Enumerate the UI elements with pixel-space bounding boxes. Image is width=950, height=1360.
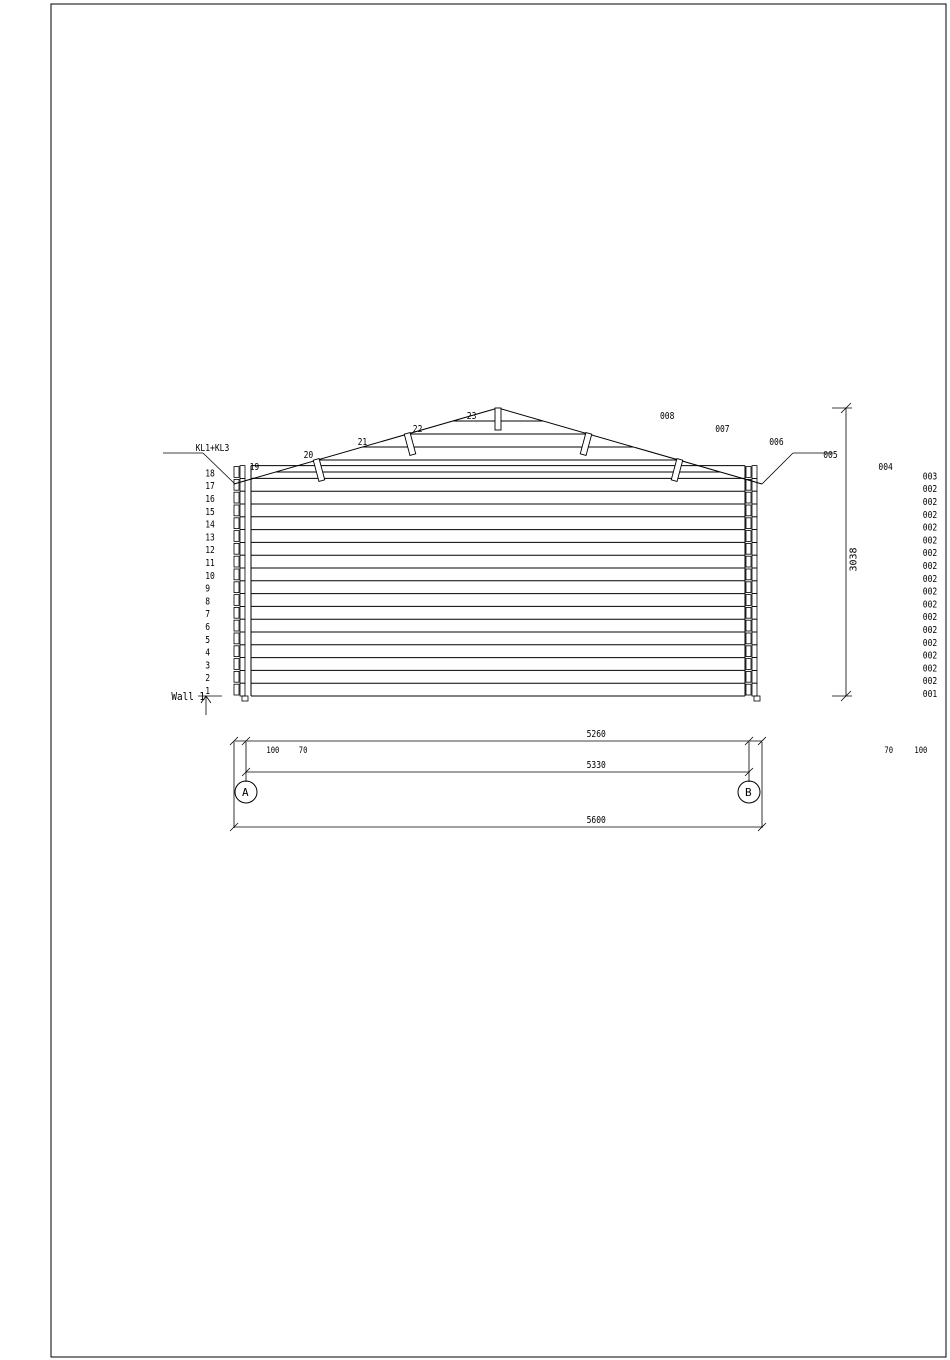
gable-number-left: 22 — [412, 424, 423, 436]
corner-log-end — [746, 505, 751, 516]
corner-log-end — [746, 646, 751, 657]
corner-log-end — [234, 479, 239, 490]
corner-log-end — [752, 466, 757, 479]
corner-log-end — [752, 632, 757, 645]
gable-number-left: 21 — [357, 437, 368, 449]
dim-right-outer: 100 — [914, 744, 928, 756]
purlin — [495, 408, 501, 430]
corner-log-end — [240, 632, 245, 645]
wall-logs — [251, 466, 745, 696]
corner-log-end — [240, 491, 245, 504]
log-number-left: 2 — [205, 673, 211, 685]
purlins — [313, 408, 682, 481]
corner-log-end — [746, 531, 751, 542]
log-code-right: 002 — [922, 650, 938, 662]
corner-log-end — [234, 646, 239, 657]
gable-number-left: 23 — [466, 411, 477, 423]
log-number-left: 13 — [205, 532, 215, 544]
dim-right-inner: 70 — [884, 744, 894, 756]
purlin — [404, 433, 415, 456]
log-number-left: 18 — [205, 468, 215, 480]
corner-log-end — [752, 658, 757, 671]
corner-log-end — [746, 467, 751, 478]
corner-log-end — [240, 555, 245, 568]
corner-log-end — [234, 492, 239, 503]
log-number-left: 4 — [205, 647, 211, 659]
corner-log-end — [752, 542, 757, 555]
purlin — [580, 433, 591, 456]
corner-log-end — [746, 518, 751, 529]
log-code-right: 002 — [922, 510, 938, 522]
axis-left: A — [242, 786, 249, 799]
corner-log-end — [752, 606, 757, 619]
log-code-right: 002 — [922, 676, 938, 688]
corner-label-left: KL1+KL3 — [195, 443, 230, 455]
dim-top: 5260 — [586, 729, 606, 741]
corner-log-end — [240, 466, 245, 479]
corner-log-end — [746, 633, 751, 644]
log-number-left: 10 — [205, 571, 215, 583]
corner-log-end — [234, 671, 239, 682]
corner-log-end — [234, 467, 239, 478]
log-code-right: 002 — [922, 612, 938, 624]
log-code-right: 002 — [922, 561, 938, 573]
corner-log-end — [240, 581, 245, 594]
corner-posts — [234, 466, 760, 701]
dim-middle: 5330 — [586, 760, 606, 772]
corner-log-end — [752, 530, 757, 543]
corner-callout-left — [163, 443, 235, 484]
corner-foot — [242, 696, 248, 701]
corner-log-end — [746, 595, 751, 606]
corner-log-end — [240, 504, 245, 517]
corner-log-end — [240, 594, 245, 607]
axis-right: B — [745, 786, 752, 799]
log-number-left: 7 — [205, 609, 211, 621]
corner-log-end — [240, 645, 245, 658]
corner-log-end — [746, 556, 751, 567]
corner-log-end — [752, 581, 757, 594]
corner-log-end — [234, 543, 239, 554]
gable-number-left: 19 — [249, 462, 260, 474]
corner-log-end — [234, 505, 239, 516]
corner-log-end — [234, 569, 239, 580]
log-code-right: 002 — [922, 625, 938, 637]
wall-marker — [171, 691, 222, 715]
corner-log-end — [234, 620, 239, 631]
corner-log-end — [752, 619, 757, 632]
corner-log-end — [746, 492, 751, 503]
log-number-left: 6 — [205, 622, 211, 634]
corner-log-end — [746, 607, 751, 618]
corner-log-end — [234, 518, 239, 529]
corner-log-end — [746, 659, 751, 670]
corner-log-end — [234, 659, 239, 670]
corner-log-end — [240, 619, 245, 632]
log-code-right: 002 — [922, 638, 938, 650]
corner-log-end — [234, 582, 239, 593]
corner-log-end — [234, 531, 239, 542]
dim-left-inner: 70 — [298, 744, 308, 756]
log-code-right: 002 — [922, 574, 938, 586]
corner-log-end — [752, 670, 757, 683]
log-code-right: 003 — [922, 471, 938, 483]
corner-log-end — [752, 568, 757, 581]
gable-number-right: 007 — [715, 424, 730, 436]
log-number-left: 16 — [205, 494, 215, 506]
log-code-right: 002 — [922, 522, 938, 534]
corner-log-end — [752, 683, 757, 696]
log-code-right: 002 — [922, 484, 938, 496]
log-number-left: 8 — [205, 596, 211, 608]
log-code-right: 002 — [922, 497, 938, 509]
corner-log-end — [240, 670, 245, 683]
height-dimension-value: 3038 — [848, 547, 860, 572]
corner-log-end — [752, 504, 757, 517]
corner-log-end — [240, 478, 245, 491]
sheet-border — [51, 4, 946, 1357]
corner-foot — [754, 696, 760, 701]
log-code-right: 002 — [922, 663, 938, 675]
log-number-left: 11 — [205, 558, 215, 570]
corner-log-end — [752, 645, 757, 658]
dim-left-outer: 100 — [266, 744, 280, 756]
corner-log-end — [240, 542, 245, 555]
corner-log-end — [752, 478, 757, 491]
corner-log-end — [240, 568, 245, 581]
corner-log-end — [240, 517, 245, 530]
corner-log-end — [752, 491, 757, 504]
log-number-left: 15 — [205, 507, 215, 519]
log-code-right: 002 — [922, 586, 938, 598]
corner-log-end — [234, 633, 239, 644]
left-log-numbers — [205, 469, 215, 698]
corner-log-end — [746, 620, 751, 631]
corner-log-end — [234, 556, 239, 567]
log-code-right: 002 — [922, 548, 938, 560]
corner-log-end — [746, 543, 751, 554]
gable-right-edge — [498, 408, 762, 484]
corner-log-end — [240, 606, 245, 619]
corner-log-end — [746, 684, 751, 695]
corner-log-end — [752, 517, 757, 530]
corner-log-end — [240, 530, 245, 543]
log-code-right: 002 — [922, 535, 938, 547]
wall-label: Wall 1 — [171, 691, 206, 704]
gable-left-numbers — [250, 411, 477, 473]
gable-number-right: 005 — [823, 450, 838, 462]
log-code-right: 002 — [922, 599, 938, 611]
corner-log-end — [752, 594, 757, 607]
corner-log-end — [234, 595, 239, 606]
log-number-left: 17 — [205, 481, 215, 493]
corner-log-end — [240, 683, 245, 696]
log-number-left: 14 — [205, 519, 215, 531]
dim-bottom: 5600 — [586, 815, 606, 827]
gable-number-right: 008 — [660, 411, 675, 423]
log-number-left: 1 — [205, 686, 211, 698]
height-dimension — [832, 403, 860, 701]
corner-log-end — [746, 569, 751, 580]
corner-log-end — [240, 658, 245, 671]
log-number-left: 5 — [205, 635, 211, 647]
log-number-left: 3 — [205, 660, 211, 672]
corner-log-end — [746, 582, 751, 593]
corner-log-end — [234, 684, 239, 695]
corner-log-end — [234, 607, 239, 618]
gable-number-left: 20 — [303, 450, 314, 462]
corner-callout-right — [762, 443, 950, 484]
gable-number-right: 006 — [769, 437, 784, 449]
horizontal-dimensions — [230, 729, 927, 831]
right-log-codes — [923, 472, 937, 701]
log-number-left: 9 — [205, 583, 211, 595]
log-code-right: 001 — [922, 689, 938, 701]
gable-number-right: 004 — [878, 462, 893, 474]
gable-right-numbers — [660, 411, 893, 473]
corner-log-end — [746, 671, 751, 682]
corner-log-end — [752, 555, 757, 568]
log-number-left: 12 — [205, 545, 215, 557]
